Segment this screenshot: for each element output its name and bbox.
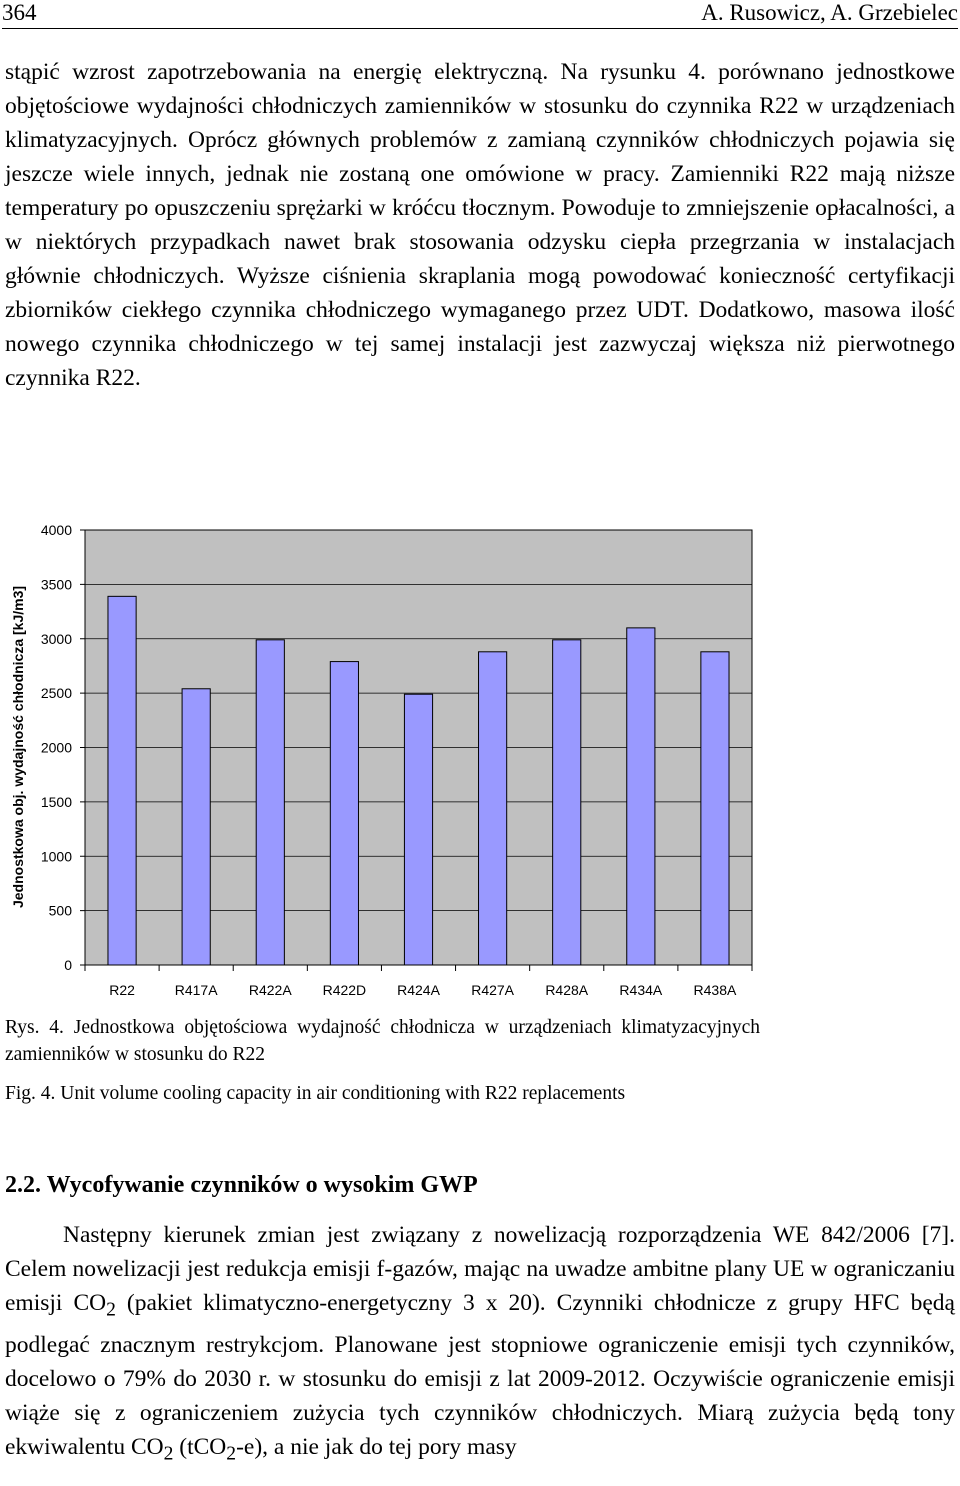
bar-chart bbox=[0, 505, 960, 1010]
x-tick-label: R434A bbox=[619, 982, 663, 998]
y-axis-label: Jednostkowa obj. wydajność chłodnicza [kJ/m3] bbox=[10, 585, 26, 909]
y-tick-label: 2000 bbox=[40, 739, 72, 756]
y-tick-label: 2500 bbox=[40, 685, 72, 702]
bar-r434a bbox=[627, 628, 655, 965]
x-tick-label: R427A bbox=[471, 982, 515, 998]
x-tick-label: R438A bbox=[693, 982, 737, 998]
figure-caption-polish: Rys. 4. Jednostkowa objętościowa wydajność chłodnicza w urządzeniach klimatyzacyjnych zamienników w stosunku do R22 bbox=[5, 1017, 760, 1065]
y-tick-label: 3000 bbox=[40, 630, 72, 647]
bar-r422d bbox=[330, 662, 358, 965]
y-tick-label: 1000 bbox=[40, 848, 72, 865]
y-tick-label: 4000 bbox=[40, 522, 72, 538]
y-tick-label: 500 bbox=[48, 902, 72, 919]
bar-r438a bbox=[701, 652, 729, 965]
x-tick-label: R22 bbox=[109, 982, 135, 998]
body-paragraph-1: stąpić wzrost zapotrzebowania na energię elektryczną. Na rysunku 4. porównano jednostkowe objętościowe wydajności chłodniczych zamienników w stosunku do czynnika R22 w urządzeniach klimatyzacyjnych. Oprócz głównych problemów z zamianą czynników chłodniczych pojawia się jeszcze wiele innych, jednak nie zostaną one omówione w pracy. Zamienniki R22 mają niższe temperatury po opuszczeniu sprężarki w króćcu tłocznym. Powoduje to zmniejszenie opłacalności, a w niektórych przypadkach nawet brak stosowania odzysku ciepła przegrzania w instalacjach głównie chłodniczych. Wyższe ciśnienia skraplania mogą powodować konieczność certyfikacji zbiorników ciekłego czynnika chłodniczego wymaganego przez UDT. Dodatkowo, masowa ilość nowego czynnika chłodniczego w tej samej instalacji jest zazwyczaj większa niż pierwotnego czynnika R22. bbox=[5, 59, 955, 391]
y-tick-label: 1500 bbox=[40, 793, 72, 810]
running-header bbox=[2, 0, 958, 29]
body-paragraph-2: Następny kierunek zmian jest związany z nowelizacją rozporządzenia WE 842/2006 [7]. Celem nowelizacji jest redukcja emisji f-gazów, mając na uwadze ambitne plany UE w ograniczaniu emisji $CO_2$ (pakiet klimatyczno-energetyczny 3 x 20). Czynniki chłodnicze z grupy HFC będą podlegać znacznym restrykcjom. Planowane jest stopniowe ograniczenie emisji tych czynników, docelowo o 79% do 2030 r. w stosunku do emisji z lat 2009-2012. Oczywiście ograniczenie emisji wiąże się z ograniczeniem zużycia tych czynników chłodniczych. Miarą zużycia będą tony ekwiwalentu $CO_2$ (tCO$_2$-e), a nie jak do tej pory masy bbox=[5, 1222, 955, 1465]
bar-r427a bbox=[479, 652, 507, 965]
y-tick-label: 0 bbox=[64, 957, 72, 973]
page-number: 364 bbox=[2, 0, 37, 25]
running-header-authors: A. Rusowicz, A. Grzebielec bbox=[701, 0, 958, 25]
x-tick-label: R422D bbox=[322, 982, 367, 998]
bar-r428a bbox=[553, 640, 581, 965]
x-tick-label: R422A bbox=[248, 982, 292, 998]
x-tick-label: R424A bbox=[397, 982, 440, 998]
bar-r422a bbox=[256, 640, 284, 965]
figure-caption-english: Fig. 4. Unit volume cooling capacity in air conditioning with R22 replacements bbox=[5, 1083, 626, 1104]
x-tick-label: R428A bbox=[545, 982, 589, 998]
bar-r424a bbox=[404, 694, 432, 965]
y-tick-label: 3500 bbox=[40, 576, 72, 593]
section-heading: 2.2. Wycofywanie czynników o wysokim GWP bbox=[5, 1172, 478, 1198]
x-tick-label: R417A bbox=[174, 982, 218, 998]
bar-r417a bbox=[182, 689, 210, 965]
bar-r22 bbox=[108, 596, 136, 965]
